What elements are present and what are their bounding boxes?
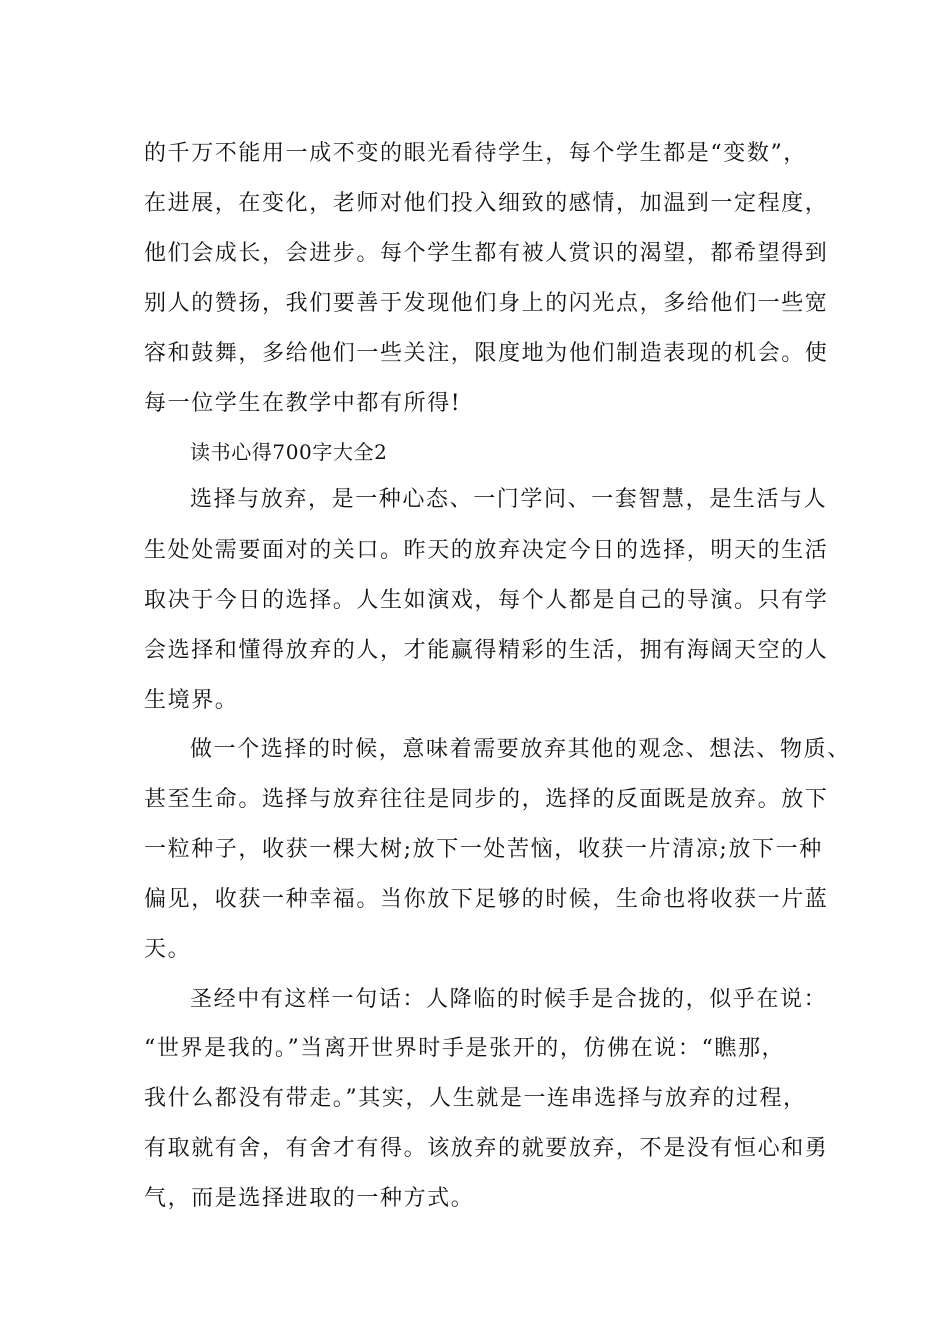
text-line: 有取就有舍，有舍才有得。该放弃的就要放弃，不是没有恒心和勇	[144, 1136, 829, 1161]
text-line: 每一位学生在教学中都有所得!	[144, 391, 462, 416]
text-line: 甚至生命。选择与放弃往往是同步的，选择的反面既是放弃。放下	[144, 787, 829, 812]
text-line: 别人的赞扬，我们要善于发现他们身上的闪光点，多给他们一些宽	[144, 291, 829, 316]
text-line: 取决于今日的选择。人生如演戏，每个人都是自己的导演。只有学	[144, 588, 829, 613]
text-line: 天。	[144, 937, 192, 962]
paragraph-first-line: 选择与放弃，是一种心态、一门学问、一套智慧，是生活与人	[190, 487, 828, 512]
text-line: 在进展，在变化，老师对他们投入细致的感情，加温到一定程度，	[144, 191, 829, 216]
text-line: 会选择和懂得放弃的人，才能赢得精彩的生活，拥有海阔天空的人	[144, 638, 829, 663]
text-line: “世界是我的。”当离开世界时手是张开的，仿佛在说：“瞧那，	[144, 1036, 786, 1061]
text-line: 生境界。	[144, 688, 239, 713]
paragraph-first-line: 做一个选择的时候，意味着需要放弃其他的观念、想法、物质、	[190, 737, 851, 762]
text-line: 偏见，收获一种幸福。当你放下足够的时候，生命也将收获一片蓝	[144, 887, 829, 912]
text-line: 容和鼓舞，多给他们一些关注，限度地为他们制造表现的机会。使	[144, 341, 829, 366]
text-line: 我什么都没有带走。”其实，人生就是一连串选择与放弃的过程，	[144, 1086, 807, 1111]
text-line: 生处处需要面对的关口。昨天的放弃决定今日的选择，明天的生活	[144, 538, 829, 563]
paragraph-first-line: 圣经中有这样一句话：人降临的时候手是合拢的，似乎在说：	[190, 987, 828, 1012]
text-line: 的千万不能用一成不变的眼光看待学生，每个学生都是“变数”，	[144, 141, 807, 166]
text-line: 他们会成长，会进步。每个学生都有被人赏识的渴望，都希望得到	[144, 241, 829, 266]
section-heading: 读书心得700字大全2	[190, 440, 388, 464]
text-line: 气，而是选择进取的一种方式。	[144, 1186, 475, 1211]
text-line: 一粒种子，收获一棵大树;放下一处苦恼，收获一片清凉;放下一种	[144, 837, 823, 862]
